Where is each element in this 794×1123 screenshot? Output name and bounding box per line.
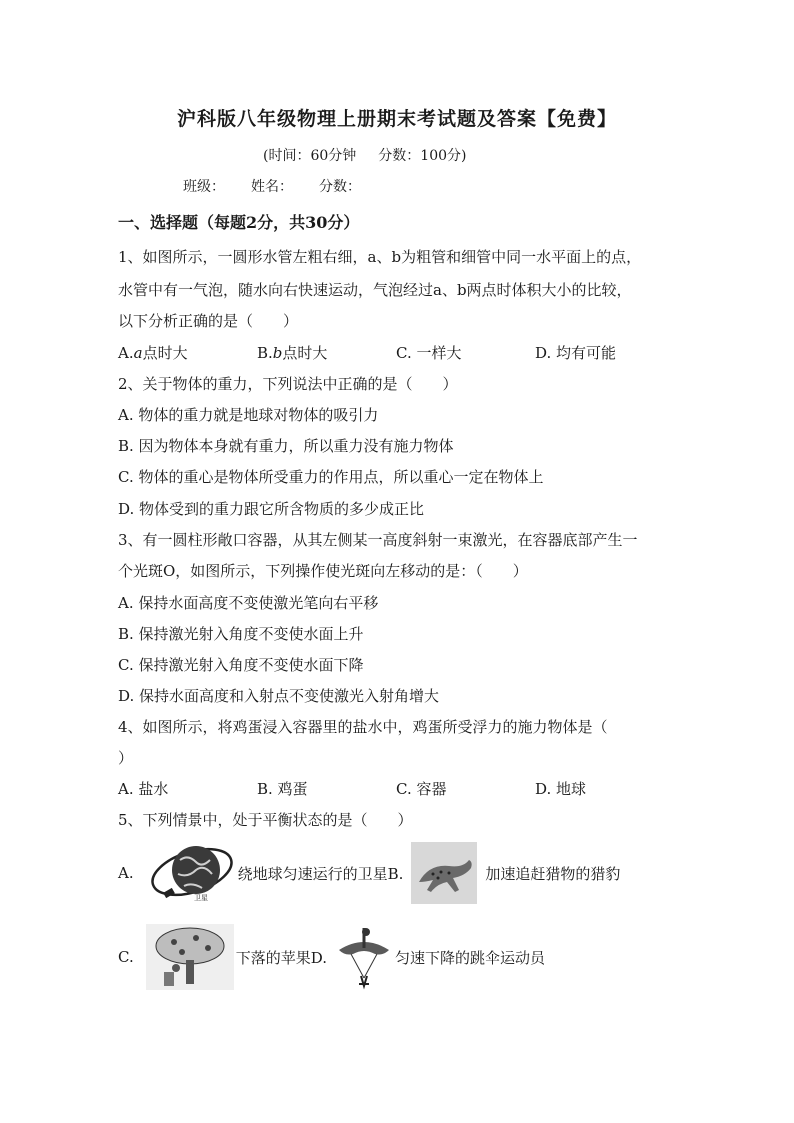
q5-row-cd (118, 924, 545, 990)
q2-stem: 2、关于物体的重力，下列说法中正确的是（ ） (118, 375, 458, 393)
student-info (183, 176, 387, 196)
q5-label-a: A. (118, 864, 134, 882)
q3-option-c: C. 保持激光射入角度不变使水面下降 (118, 656, 364, 674)
q5-row-ab (118, 838, 620, 908)
q1-option-b: B.b点时大 (257, 344, 328, 362)
q2-option-a: A. 物体的重力就是地球对物体的吸引力 (118, 406, 379, 424)
section-heading: 一、选择题（每题2分，共30分） (118, 213, 360, 232)
q3-option-b: B. 保持激光射入角度不变使水面上升 (118, 625, 364, 643)
q2-option-c: C. 物体的重心是物体所受重力的作用点，所以重心一定在物体上 (118, 468, 544, 486)
name-field: 姓名： (251, 179, 293, 195)
q1-options (118, 342, 616, 363)
q1-stem-line-2: 水管中有一气泡，随水向右快速运动，气泡经过a、b两点时体积大小的比较， (118, 281, 632, 299)
q4-option-d: D. 地球 (535, 780, 587, 798)
q2-option-d: D. 物体受到的重力跟它所含物质的多少成正比 (118, 500, 425, 518)
apple-tree-icon (146, 924, 234, 990)
q5-option-c-text: 下落的苹果D. (235, 948, 327, 967)
page-title: 沪科版八年级物理上册期末考试题及答案【免费】 (176, 108, 617, 130)
score-field: 分数： (319, 179, 361, 195)
q3-stem-line-2: 个光斑O，如图所示，下列操作使光斑向左移动的是：（ ） (118, 562, 528, 580)
q1-option-a: A.a点时大 (118, 344, 188, 362)
q1-stem-line-3: 以下分析正确的是（ ） (118, 312, 299, 330)
parachutist-icon (333, 924, 395, 990)
q4-stem-line-1: 4、如图所示，将鸡蛋浸入容器里的盐水中，鸡蛋所受浮力的施力物体是（ (118, 718, 608, 736)
q4-options (118, 778, 586, 799)
q5-option-b-text: 加速追赶猎物的猎豹 (485, 864, 621, 883)
class-field: 班级： (183, 179, 225, 195)
cheetah-icon (411, 842, 477, 904)
q2-option-b: B. 因为物体本身就有重力，所以重力没有施力物体 (118, 437, 454, 455)
q1-option-c: C. 一样大 (396, 344, 462, 362)
q3-option-a: A. 保持水面高度不变使激光笔向右平移 (118, 594, 379, 612)
q3-stem-line-1: 3、有一圆柱形敞口容器，从其左侧某一高度斜射一束激光，在容器底部产生一 (118, 531, 638, 549)
q1-option-d: D. 均有可能 (535, 344, 617, 362)
q1-stem-line-1: 1、如图所示，一圆形水管左粗右细，a、b为粗管和细管中同一水平面上的点， (118, 248, 642, 266)
q5-option-a-text: 绕地球匀速运行的卫星B. (237, 864, 404, 883)
satellite-orbit-icon (144, 838, 236, 908)
earth-tag: 卫星 (193, 894, 208, 902)
q4-option-b: B. 鸡蛋 (257, 780, 308, 798)
time-limit: (时间：60分钟 (263, 148, 357, 164)
exam-meta (263, 145, 488, 165)
total-score: 分数：100分) (378, 148, 467, 164)
q5-option-d-text: 匀速下降的跳伞运动员 (394, 948, 545, 967)
q5-stem: 5、下列情景中，处于平衡状态的是（ ） (118, 811, 413, 829)
q4-option-a: A. 盐水 (118, 780, 169, 798)
q3-option-d: D. 保持水面高度和入射点不变使激光入射角增大 (118, 687, 440, 705)
q4-stem-line-2: ） (118, 749, 134, 767)
q4-option-c: C. 容器 (396, 780, 447, 798)
q5-label-c: C. (118, 948, 134, 966)
